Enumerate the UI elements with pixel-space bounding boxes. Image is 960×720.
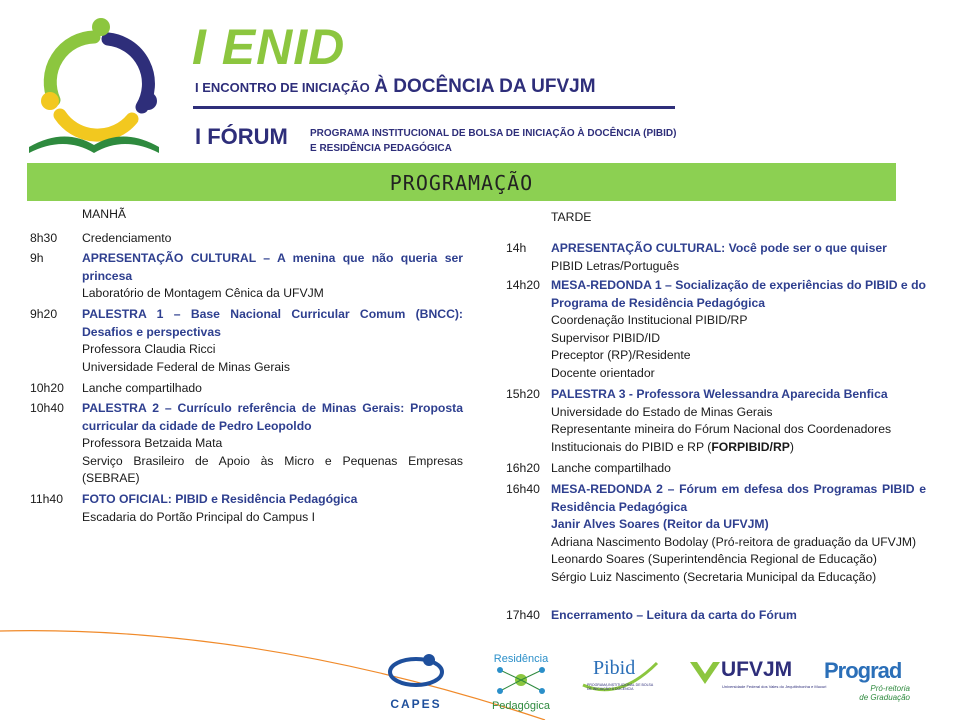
ufvjm-caption: Universidade Federal dos Vales do Jequitinhonha e Mucuri [722,684,827,689]
decorative-curve [0,625,560,720]
pibid-caption: PROGRAMA INSTITUCIONAL DE BOLSA DE INICIAÇÃO À DOCÊNCIA [587,683,653,691]
item-title: Encerramento – Leitura da carta do Fórum [551,608,797,622]
item-line: Lanche compartilhado [551,461,671,475]
item-time: 10h20 [30,381,64,395]
prograd-caption-2: de Graduação [859,693,910,702]
item-title: MESA-REDONDA 1 – Socialização de experiências do PIBID e do Programa de Residência Pedagógica [551,278,926,310]
item-title: MESA-REDONDA 2 – Fórum em defesa dos Programas PIBID e Residência Pedagógica [551,482,926,514]
event-title: I ENID [192,19,346,75]
item-line: Professora Claudia Ricci [82,342,216,357]
ufvjm-logo [688,658,827,694]
capes-logo [385,650,447,710]
program-line-2: E RESIDÊNCIA PEDAGÓGICA [310,143,452,154]
item-line: Coordenação Institucional PIBID/RP [551,313,748,328]
item-line: Sérgio Luiz Nascimento (Secretaria Municipal da Educação) [551,569,877,584]
item-line: Supervisor PIBID/ID [551,330,661,345]
item-title: PALESTRA 2 – Currículo referência de Minas Gerais: Proposta curricular da cidade de Pedro Leopoldo [82,401,463,433]
item-time: 9h20 [30,307,58,321]
morning-heading: MANHÃ [82,207,127,221]
item-line: Escadaria do Portão Principal do Campus I [82,509,316,524]
item-line: Docente orientador [551,365,655,380]
prograd-logo [824,658,910,706]
item-time: 11h40 [30,492,63,506]
prograd-label: Prograd [824,658,902,683]
item-line: Credenciamento [82,231,172,245]
afternoon-heading: TARDE [551,210,592,224]
pibid-label: Pibid [593,657,636,679]
item-time: 10h40 [30,401,64,415]
pibid-logo [579,655,661,701]
program-line-1: PROGRAMA INSTITUCIONAL DE BOLSA DE INICIAÇÃO À DOCÊNCIA (PIBID) [310,128,677,139]
item-title: FOTO OFICIAL: PIBID e Residência Pedagógica [82,492,358,506]
capes-icon [385,650,447,692]
event-subtitle-small: I ENCONTRO DE INICIAÇÃO [195,80,370,95]
item-title: APRESENTAÇÃO CULTURAL: Você pode ser o que quiser [551,241,887,255]
item-line: Preceptor (RP)/Residente [551,348,691,363]
item-line: Lanche compartilhado [82,381,202,395]
item-line: Adriana Nascimento Bodolay (Pró-reitora de graduação da UFVJM) [551,534,917,549]
item-time: 14h [506,241,527,255]
item-line: Leonardo Soares (Superintendência Regional de Educação) [551,552,877,567]
item-line: Universidade do Estado de Minas Gerais [551,404,773,419]
item-line: Representante mineira do Fórum Nacional dos Coordenadores Institucionais do PIBID e RP (FORPIBID/RP) [551,422,892,454]
item-time: 16h20 [506,461,540,475]
item-line: Serviço Brasileiro de Apoio às Micro e Pequenas Empresas (SEBRAE) [82,453,463,486]
item-line: Professora Betzaida Mata [82,436,223,451]
item-time: 9h [30,251,44,265]
residencia-logo [482,653,560,715]
item-title: PALESTRA 3 - Professora Welessandra Aparecida Benfica [551,387,888,401]
enid-logo [24,15,164,160]
ufvjm-label: UFVJM [721,658,793,681]
item-line: Universidade Federal de Minas Gerais [82,359,290,374]
forum-title: I FÓRUM [195,124,288,149]
item-line: PIBID Letras/Português [551,258,680,273]
residencia-bottom-label: Pedagógica [491,700,551,712]
banner-title: PROGRAMAÇÃO [389,171,534,195]
program-name [310,126,676,156]
item-line-text: Representante mineira do Fórum Nacional dos Coordenadores Institucionais do PIBID e RP [551,422,892,454]
event-subtitle [195,76,596,98]
capes-label: CAPES [390,697,442,711]
item-time: 8h30 [30,231,58,245]
ufvjm-v-icon [688,660,722,686]
item-time: 16h40 [506,482,540,496]
residencia-top-label: Residência [493,653,549,665]
event-subtitle-big: À DOCÊNCIA DA UFVJM [374,76,596,97]
item-title: PALESTRA 1 – Base Nacional Curricular Comum (BNCC): Desafios e perspectivas [82,307,463,339]
item-time: 17h40 [506,608,540,622]
item-line: Laboratório de Montagem Cênica da UFVJM [82,286,324,301]
item-time: 14h20 [506,278,540,292]
item-title: APRESENTAÇÃO CULTURAL – A menina que não queria ser princesa [82,251,463,283]
item-subtitle: Janir Alves Soares (Reitor da UFVJM) [551,517,769,532]
item-line-bold: FORPIBID/RP [711,439,790,454]
header-rule [193,106,675,109]
prograd-caption-1: Pró-reitoria [870,684,910,693]
network-icon [482,665,560,695]
item-time: 15h20 [506,387,540,401]
